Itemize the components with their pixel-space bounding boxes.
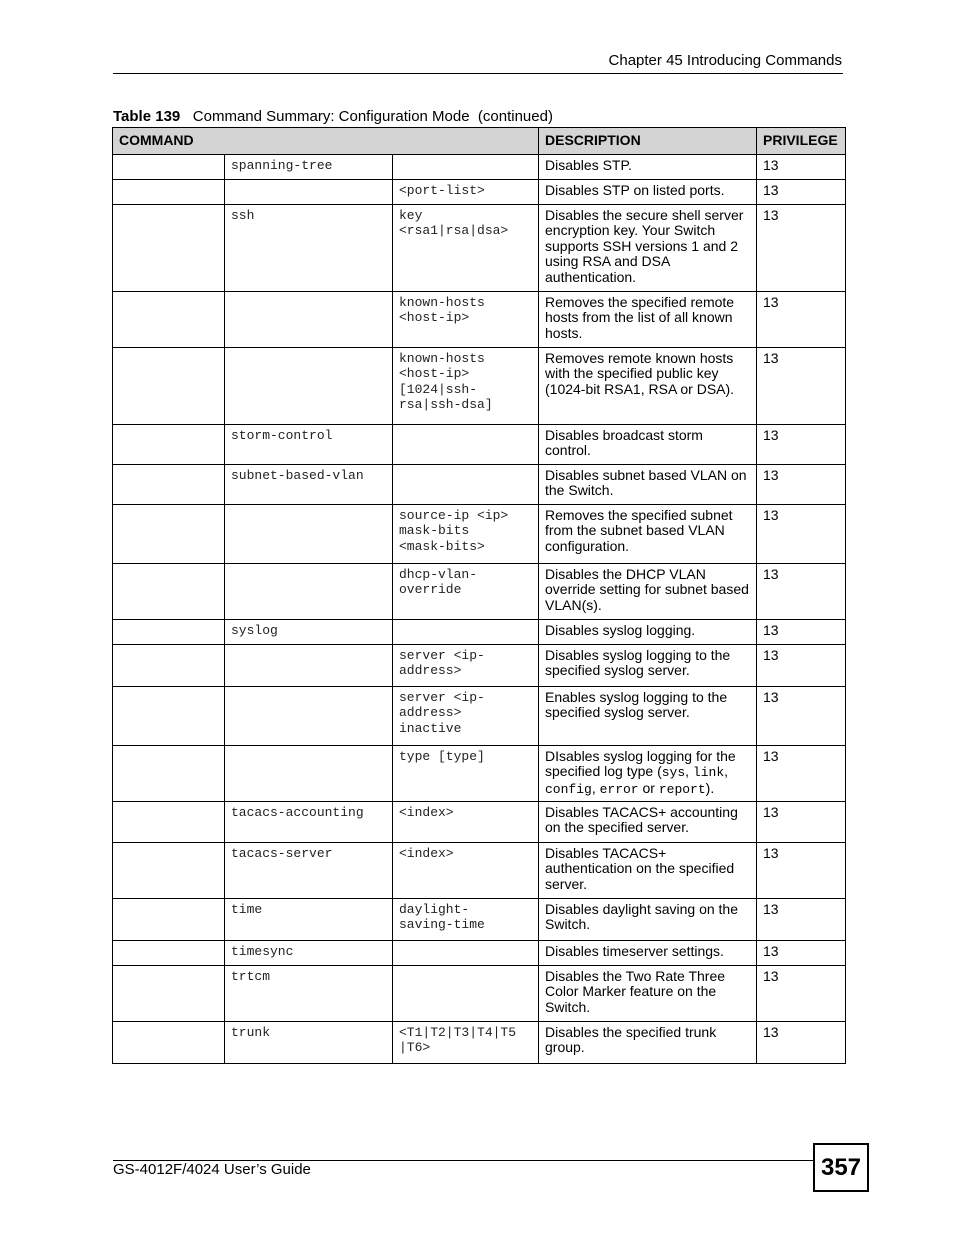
table-row <box>113 745 846 801</box>
privilege-cell: 13 <box>757 204 846 291</box>
command-part-3-cell: source-ip <ip> mask-bits <mask-bits> <box>393 504 539 563</box>
command-part-2-cell: time <box>225 898 393 940</box>
privilege-cell: 13 <box>757 1021 846 1063</box>
command-part-3-cell: <index> <box>393 801 539 842</box>
command-part-1-cell <box>113 563 225 619</box>
command-part-3-cell: <index> <box>393 842 539 898</box>
privilege-cell: 13 <box>757 563 846 619</box>
command-part-2-cell <box>225 504 393 563</box>
command-part-1-cell <box>113 842 225 898</box>
table-row <box>113 204 846 291</box>
command-part-2-cell: timesync <box>225 940 393 965</box>
description-cell: Disables TACACS+ authentication on the specified server. <box>539 842 757 898</box>
table-row <box>113 898 846 940</box>
command-part-3-cell: known-hosts <host-ip> <box>393 291 539 347</box>
table-row <box>113 1021 846 1063</box>
command-part-2-cell: spanning-tree <box>225 154 393 179</box>
command-part-2-cell <box>225 563 393 619</box>
log-type-keyword: report <box>658 781 706 797</box>
description-cell: Enables syslog logging to the specified syslog server. <box>539 686 757 745</box>
table-row <box>113 965 846 1021</box>
privilege-cell: 13 <box>757 464 846 504</box>
description-cell: Disables subnet based VLAN on the Switch. <box>539 464 757 504</box>
table-row <box>113 619 846 644</box>
table-row <box>113 179 846 204</box>
description-cell: Disables broadcast storm control. <box>539 424 757 464</box>
command-part-3-cell: server <ip- address> <box>393 644 539 686</box>
description-cell: Disables STP. <box>539 154 757 179</box>
table-caption <box>113 108 553 125</box>
command-part-1-cell <box>113 965 225 1021</box>
privilege-cell: 13 <box>757 347 846 424</box>
page-number: 357 <box>813 1143 869 1192</box>
command-part-1-cell <box>113 898 225 940</box>
command-part-1-cell <box>113 291 225 347</box>
command-part-1-cell <box>113 424 225 464</box>
table-row <box>113 644 846 686</box>
command-part-2-cell: trunk <box>225 1021 393 1063</box>
log-type-keyword: link <box>692 765 725 780</box>
command-part-2-cell: tacacs-accounting <box>225 801 393 842</box>
header-divider <box>113 73 843 74</box>
command-part-3-cell <box>393 619 539 644</box>
table-row <box>113 686 846 745</box>
table-caption-text: Command Summary: Configuration Mode (continued) <box>192 108 553 125</box>
command-summary-table <box>112 127 846 1064</box>
description-cell: Disables TACACS+ accounting on the specified server. <box>539 801 757 842</box>
command-part-3-cell: server <ip- address> inactive <box>393 686 539 745</box>
command-part-2-cell: ssh <box>225 204 393 291</box>
chapter-title: Chapter 45 Introducing Commands <box>608 52 842 69</box>
command-part-1-cell <box>113 347 225 424</box>
table-row <box>113 464 846 504</box>
privilege-cell: 13 <box>757 940 846 965</box>
command-part-1-cell <box>113 644 225 686</box>
description-cell: Removes remote known hosts with the specified public key (1024-bit RSA1, RSA or DSA). <box>539 347 757 424</box>
command-part-1-cell <box>113 801 225 842</box>
command-part-2-cell: subnet-based-vlan <box>225 464 393 504</box>
table-row <box>113 347 846 424</box>
description-cell <box>539 745 757 801</box>
command-part-1-cell <box>113 686 225 745</box>
command-part-1-cell <box>113 179 225 204</box>
privilege-cell: 13 <box>757 154 846 179</box>
description-text: DIsables syslog logging for the specified log type ( <box>545 747 736 779</box>
description-cell: Removes the specified subnet from the subnet based VLAN configuration. <box>539 504 757 563</box>
column-header-description: DESCRIPTION <box>539 128 757 155</box>
description-text: or <box>638 779 659 796</box>
table-header-row <box>113 128 846 155</box>
description-cell: Disables syslog logging. <box>539 619 757 644</box>
description-cell: Disables the Two Rate Three Color Marker feature on the Switch. <box>539 965 757 1021</box>
command-part-1-cell <box>113 1021 225 1063</box>
privilege-cell: 13 <box>757 745 846 801</box>
description-cell: Disables STP on listed ports. <box>539 179 757 204</box>
command-part-2-cell: trtcm <box>225 965 393 1021</box>
command-part-1-cell <box>113 464 225 504</box>
table-row <box>113 563 846 619</box>
table-row <box>113 801 846 842</box>
column-header-privilege: PRIVILEGE <box>757 128 846 155</box>
description-cell: Disables syslog logging to the specified syslog server. <box>539 644 757 686</box>
command-part-1-cell <box>113 504 225 563</box>
command-part-2-cell <box>225 745 393 801</box>
log-type-keyword: config <box>545 781 592 797</box>
description-text: , <box>591 779 600 796</box>
privilege-cell: 13 <box>757 504 846 563</box>
privilege-cell: 13 <box>757 179 846 204</box>
privilege-cell: 13 <box>757 424 846 464</box>
command-part-2-cell <box>225 347 393 424</box>
table-caption-label: Table 139 <box>113 108 181 125</box>
privilege-cell: 13 <box>757 801 846 842</box>
command-part-2-cell: storm-control <box>225 424 393 464</box>
command-part-3-cell <box>393 940 539 965</box>
command-part-3-cell: dhcp-vlan- override <box>393 563 539 619</box>
privilege-cell: 13 <box>757 686 846 745</box>
column-header-command: COMMAND <box>113 128 539 155</box>
description-text: ). <box>705 779 715 796</box>
guide-title: GS-4012F/4024 User’s Guide <box>113 1161 311 1178</box>
log-type-keyword: error <box>599 781 639 797</box>
table-row <box>113 154 846 179</box>
log-type-keyword: sys <box>661 765 686 780</box>
command-part-3-cell: known-hosts <host-ip> [1024|ssh- rsa|ssh-dsa] <box>393 347 539 424</box>
command-part-2-cell <box>225 686 393 745</box>
command-part-3-cell <box>393 464 539 504</box>
privilege-cell: 13 <box>757 965 846 1021</box>
command-part-2-cell: tacacs-server <box>225 842 393 898</box>
description-cell: Disables daylight saving on the Switch. <box>539 898 757 940</box>
description-cell: Disables the secure shell server encryption key. Your Switch supports SSH versions 1 and 2 using RSA and DSA authentication. <box>539 204 757 291</box>
table-row <box>113 842 846 898</box>
command-part-3-cell <box>393 424 539 464</box>
command-part-2-cell <box>225 291 393 347</box>
privilege-cell: 13 <box>757 898 846 940</box>
command-part-3-cell: <T1|T2|T3|T4|T5 |T6> <box>393 1021 539 1063</box>
command-part-2-cell <box>225 179 393 204</box>
command-part-1-cell <box>113 745 225 801</box>
privilege-cell: 13 <box>757 291 846 347</box>
description-text: , <box>724 763 729 779</box>
command-part-3-cell: daylight- saving-time <box>393 898 539 940</box>
table-row <box>113 940 846 965</box>
description-text: , <box>685 763 693 779</box>
command-part-3-cell: type [type] <box>393 745 539 801</box>
command-part-2-cell <box>225 644 393 686</box>
command-part-1-cell <box>113 204 225 291</box>
table-row <box>113 504 846 563</box>
privilege-cell: 13 <box>757 842 846 898</box>
description-cell: Disables the DHCP VLAN override setting for subnet based VLAN(s). <box>539 563 757 619</box>
command-part-3-cell <box>393 154 539 179</box>
command-part-3-cell: key <rsa1|rsa|dsa> <box>393 204 539 291</box>
command-part-1-cell <box>113 940 225 965</box>
command-part-2-cell: syslog <box>225 619 393 644</box>
privilege-cell: 13 <box>757 619 846 644</box>
description-cell: Removes the specified remote hosts from the list of all known hosts. <box>539 291 757 347</box>
table-row <box>113 424 846 464</box>
description-cell: Disables timeserver settings. <box>539 940 757 965</box>
command-part-3-cell <box>393 965 539 1021</box>
command-part-3-cell: <port-list> <box>393 179 539 204</box>
privilege-cell: 13 <box>757 644 846 686</box>
command-part-1-cell <box>113 154 225 179</box>
command-part-1-cell <box>113 619 225 644</box>
description-cell: Disables the specified trunk group. <box>539 1021 757 1063</box>
table-row <box>113 291 846 347</box>
